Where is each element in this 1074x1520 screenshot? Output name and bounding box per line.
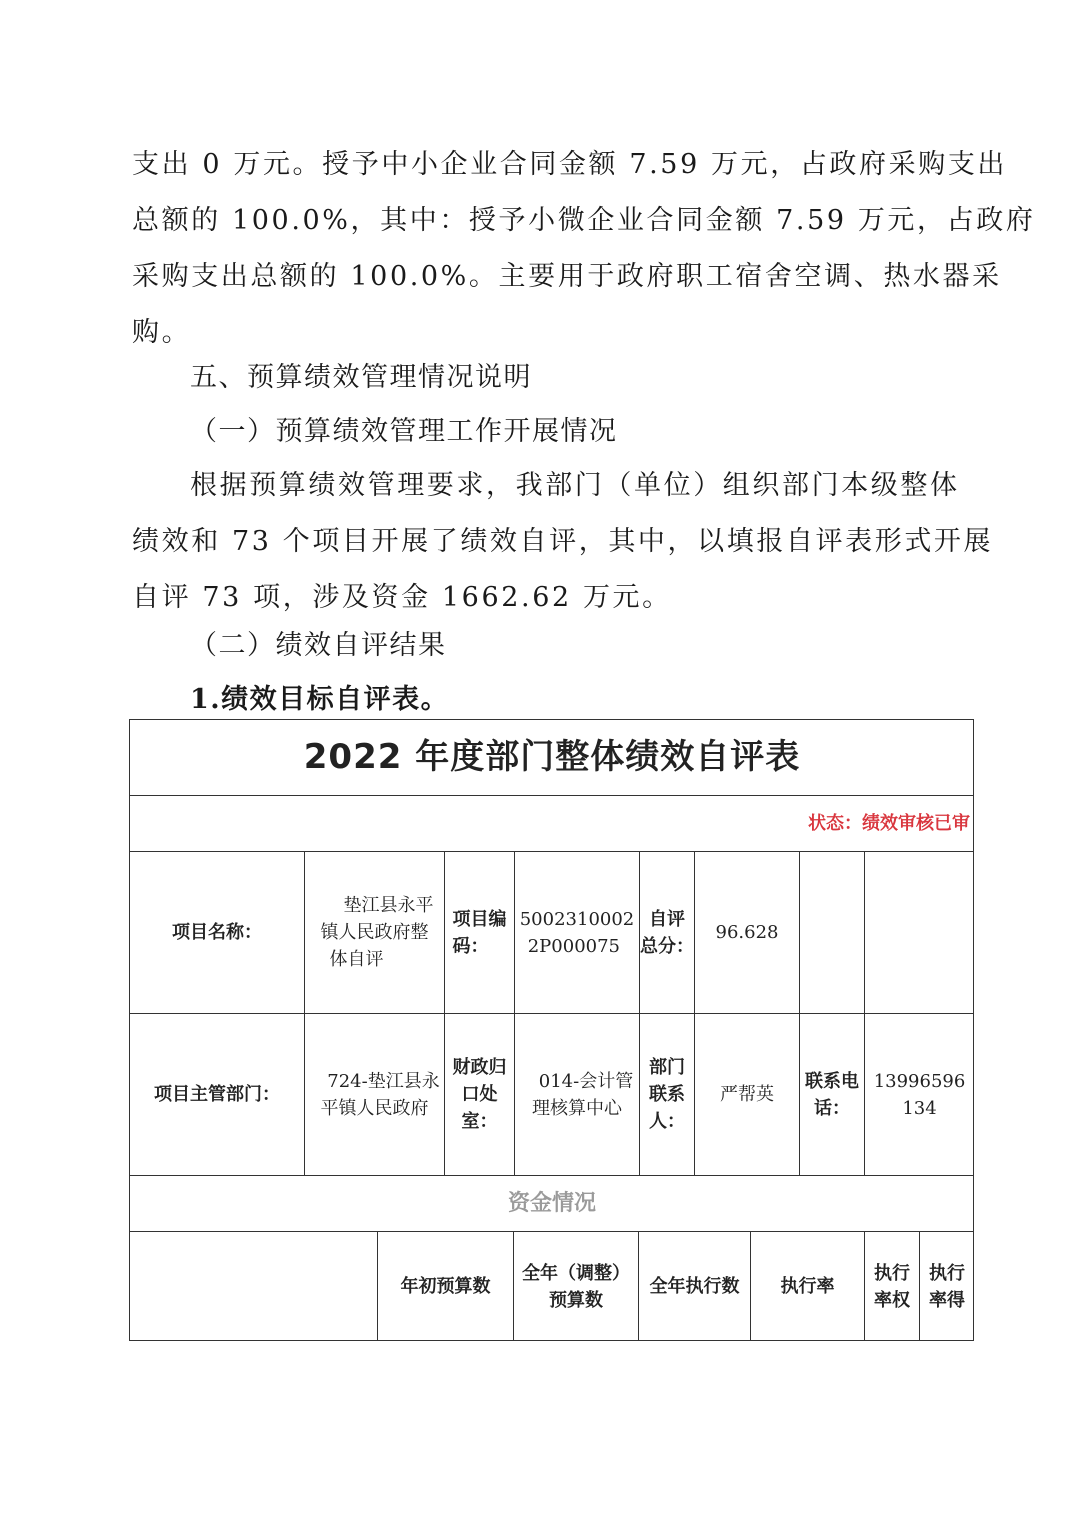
score-value: 96.628 [694, 851, 799, 1013]
label-line: 率权 [874, 1289, 910, 1311]
value-line: 2P000075 [527, 935, 621, 957]
paragraph-performance [132, 458, 994, 626]
subsection-heading: （二）绩效自评结果 [190, 630, 447, 661]
paragraph-procurement [132, 137, 1036, 361]
label-line: 项目编 [452, 908, 507, 930]
label-line: 总分： [640, 935, 694, 957]
status-badge: 状态：绩效审核已审 [129, 795, 974, 851]
text-line: 根据预算绩效管理要求，我部门（单位）组织部门本级整体 [190, 470, 960, 501]
value-line: 平镇人民政府 [320, 1097, 429, 1119]
self-evaluation-table [129, 719, 974, 1341]
label-line: 自评 [649, 908, 685, 930]
value-line: 13996596 [873, 1070, 966, 1092]
item-heading: 1.绩效目标自评表。 [190, 684, 450, 715]
exec-score-header [919, 1231, 974, 1341]
contact-value: 严帮英 [694, 1013, 799, 1175]
empty-cell [799, 851, 864, 1013]
value-line: 镇人民政府整 [320, 922, 429, 943]
project-code-label [444, 851, 514, 1013]
section-heading: 五、预算绩效管理情况说明 [190, 362, 532, 393]
finance-office-value [514, 1013, 639, 1175]
label-line: 话： [814, 1097, 850, 1119]
adjusted-budget-header [513, 1231, 638, 1341]
value-line: 014-会计管 [538, 1070, 634, 1092]
label-line: 财政归 [452, 1057, 507, 1078]
label-line: 联系 [649, 1084, 685, 1105]
text-line: 支出 0 万元。授予中小企业合同金额 7.59 万元，占政府采购支出 [132, 149, 1008, 180]
label-line: 部门 [649, 1057, 685, 1078]
table-title: 2022 年度部门整体绩效自评表 [129, 719, 974, 795]
project-name-label: 项目名称： [129, 851, 304, 1013]
dept-value [304, 1013, 444, 1175]
dept-label: 项目主管部门： [129, 1013, 304, 1175]
text-line: 总额的 100.0%，其中：授予小微企业合同金额 7.59 万元，占政府 [132, 205, 1036, 236]
empty-cell [129, 1231, 377, 1341]
label-line: 人： [649, 1111, 685, 1132]
label-line: 率得 [929, 1289, 965, 1311]
text-line: 绩效和 73 个项目开展了绩效自评，其中，以填报自评表形式开展 [132, 526, 994, 557]
phone-value [864, 1013, 974, 1175]
label-line: 口处 [461, 1084, 498, 1105]
label-line: 预算数 [549, 1289, 603, 1311]
project-name-value [304, 851, 444, 1013]
value-line: 724-垫江县永 [327, 1070, 440, 1092]
value-line: 理核算中心 [531, 1097, 622, 1119]
initial-budget-header: 年初预算数 [377, 1231, 513, 1341]
exec-weight-header [864, 1231, 919, 1341]
exec-rate-header: 执行率 [750, 1231, 864, 1341]
text-line: 购。 [132, 317, 192, 348]
value-line: 134 [902, 1097, 937, 1119]
label-line: 室： [461, 1111, 498, 1132]
empty-cell [864, 851, 974, 1013]
executed-header: 全年执行数 [638, 1231, 750, 1341]
finance-office-label [444, 1013, 514, 1175]
value-line: 体自评 [329, 949, 384, 970]
phone-label [799, 1013, 864, 1175]
text-line: 自评 73 项，涉及资金 1662.62 万元。 [132, 582, 672, 613]
value-line: 垫江县永平 [343, 895, 434, 916]
label-line: 联系电 [805, 1070, 859, 1092]
text-line: 采购支出总额的 100.0%。主要用于政府职工宿舍空调、热水器采 [132, 261, 1002, 292]
subsection-heading: （一）预算绩效管理工作开展情况 [190, 416, 618, 447]
contact-label [639, 1013, 694, 1175]
label-line: 执行 [929, 1262, 965, 1284]
label-line: 码： [452, 935, 489, 957]
value-line: 5002310002 [519, 908, 635, 930]
label-line: 执行 [874, 1262, 910, 1284]
label-line: 全年（调整） [522, 1262, 630, 1284]
score-label [639, 851, 694, 1013]
funds-section-header: 资金情况 [129, 1175, 974, 1231]
project-code-value [514, 851, 639, 1013]
